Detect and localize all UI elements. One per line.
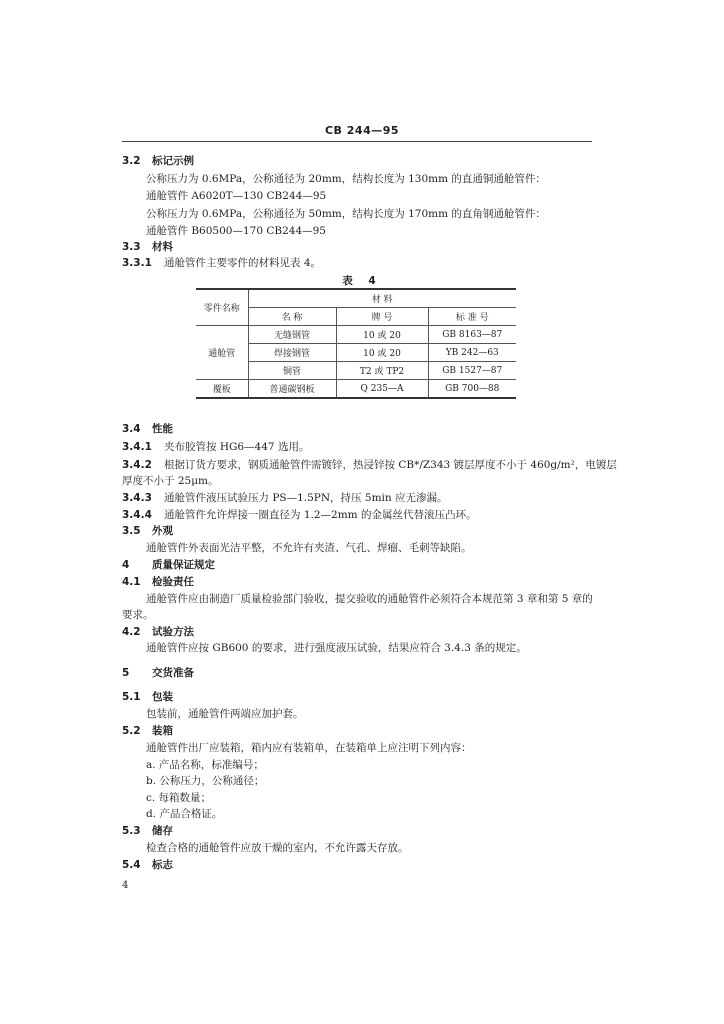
section-number: 3.2 [122,155,141,167]
section-title: 检验责任 [152,576,194,588]
section-number: 5.2 [122,725,141,737]
section-5-3-text: 检查合格的通舱管件应放干燥的室内，不允许露天存放。 [146,842,409,854]
table-row [196,326,516,344]
section-text: 通舱管件主要零件的材料见表 4。 [164,257,322,269]
materials-table [196,288,516,399]
section-3-4-3 [122,491,447,505]
section-3-5-heading [122,524,173,538]
section-number: 3.4 [122,423,141,435]
cell-grade: 10 或 20 [336,344,428,362]
cell-grade: 10 或 20 [336,326,428,344]
section-5-1-heading [122,690,173,704]
section-text: 通舱管件允许焊接一圈直径为 1.2—2mm 的金属丝代替滚压凸环。 [164,509,477,521]
table-row [196,380,516,399]
cell-name: 无缝钢管 [248,326,336,344]
section-3-4-2-cont: 厚度不小于 25μm。 [122,475,219,487]
list-item: d. 产品合格证。 [146,808,223,820]
cell-grade: T2 或 TP2 [336,362,428,380]
section-number: 3.4.4 [122,509,152,521]
table-header-row [196,289,516,308]
chapter-number: 5 [122,667,130,679]
chapter-5-heading [122,666,194,680]
chapter-title: 交货准备 [152,667,194,679]
section-title: 材料 [152,241,173,253]
section-3-4-4 [122,508,476,522]
section-number: 3.5 [122,525,141,537]
section-3-3-1 [122,256,321,270]
section-title: 装箱 [152,725,173,737]
section-5-1-text: 包装前，通舱管件两端应加护套。 [146,708,304,720]
section-3-4-heading [122,422,173,436]
section-title: 标志 [152,859,173,871]
cell-name: 铜管 [248,362,336,380]
section-title: 外观 [152,525,173,537]
table-4-title: 表 4 [342,275,382,287]
header-rule [122,141,592,142]
section-number: 5.1 [122,691,141,703]
section-4-2-heading [122,625,194,639]
chapter-number: 4 [122,559,130,571]
section-3-2-heading [122,154,194,168]
section-3-5-text: 通舱管件外表面光洁平整，不允许有夹渣、气孔、焊瘤、毛刺等缺陷。 [146,542,472,554]
chapter-4-heading [122,558,215,572]
section-4-1-cont: 要求。 [122,609,154,621]
section-4-1-text: 通舱管件应由制造厂质量检验部门验收，提交验收的通舱管件必须符合本规范第 3 章和第 5 章的 [146,593,593,605]
section-number: 3.3 [122,241,141,253]
example-1-mark: 通舱管件 A6020T—130 CB244—95 [146,190,327,202]
section-title: 标记示例 [152,155,194,167]
section-5-2-text: 通舱管件出厂应装箱，箱内应有装箱单，在装箱单上应注明下列内容： [146,742,472,754]
cell-standard: YB 242—63 [428,344,516,362]
section-title: 性能 [152,423,173,435]
section-text: 通舱管件液压试验压力 PS—1.5PN，持压 5min 应无渗漏。 [164,492,448,504]
cell-part: 覆板 [196,380,248,399]
section-number: 3.4.1 [122,441,152,453]
section-number: 4.2 [122,626,141,638]
page-number: 4 [122,880,129,891]
cell-standard: GB 1527—87 [428,362,516,380]
section-number: 3.4.3 [122,492,152,504]
list-item: c. 每箱数量； [146,792,212,804]
cell-standard: GB 8163—87 [428,326,516,344]
section-text: 夹布胶管按 HG6—447 选用。 [164,441,310,453]
section-5-4-heading [122,858,173,872]
section-number: 3.3.1 [122,257,152,269]
section-text: 根据订货方要求，钢质通舱管件需镀锌，热浸锌按 CB*/Z343 镀层厚度不小于 460g/m²，电镀层 [164,459,617,471]
section-number: 4.1 [122,576,141,588]
section-title: 包装 [152,691,173,703]
section-3-3-heading [122,240,173,254]
section-number: 3.4.2 [122,459,152,471]
section-4-1-heading [122,575,194,589]
cell-grade: Q 235—A [336,380,428,399]
cell-standard: GB 700—88 [428,380,516,399]
header-part-name: 零件名称 [196,289,248,326]
section-3-4-2 [122,458,617,472]
example-1-desc: 公称压力为 0.6MPa，公称通径为 20mm，结构长度为 130mm 的直通铜通舱管件： [146,173,546,185]
header-standard: 标 准 号 [428,308,516,326]
standard-code-header: CB 244—95 [324,124,400,137]
section-number: 5.4 [122,859,141,871]
example-2-mark: 通舱管件 B60500—170 CB244—95 [146,225,326,237]
cell-name: 焊接钢管 [248,344,336,362]
section-title: 储存 [152,825,173,837]
cell-part: 通舱管 [196,326,248,380]
section-title: 试验方法 [152,626,194,638]
section-5-3-heading [122,824,173,838]
header-material: 材 料 [248,289,516,308]
section-4-2-text: 通舱管件应按 GB600 的要求，进行强度液压试验，结果应符合 3.4.3 条的规定。 [146,642,527,654]
header-grade: 牌 号 [336,308,428,326]
cell-name: 普通碳钢板 [248,380,336,399]
header-name: 名 称 [248,308,336,326]
section-5-2-heading [122,724,173,738]
chapter-title: 质量保证规定 [152,559,215,571]
example-2-desc: 公称压力为 0.6MPa，公称通径为 50mm，结构长度为 170mm 的直角钢通舱管件： [146,208,546,220]
list-item: a. 产品名称，标准编号； [146,759,264,771]
list-item: b. 公称压力，公称通径； [146,775,265,787]
section-3-4-1 [122,440,309,454]
section-number: 5.3 [122,825,141,837]
